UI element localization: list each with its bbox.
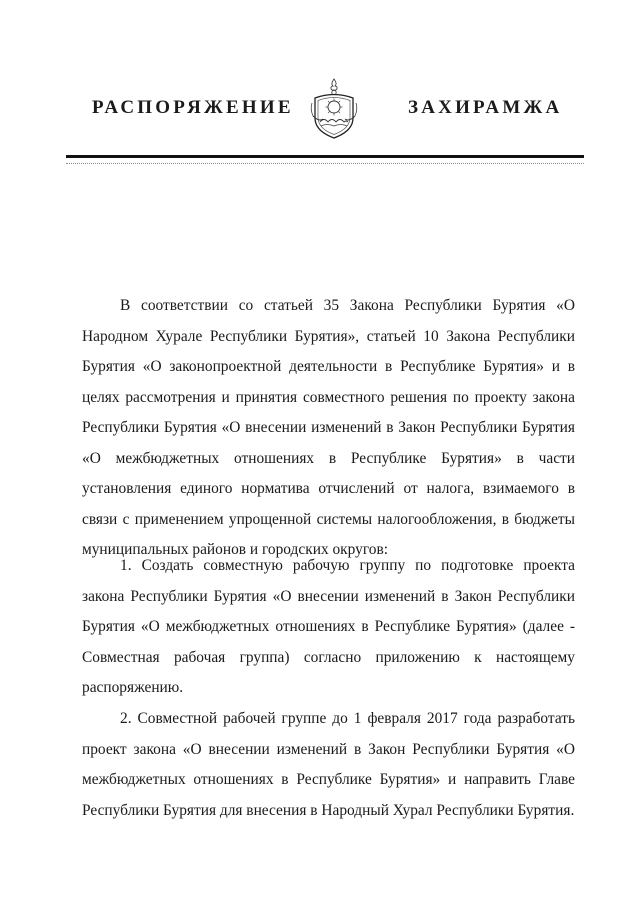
clause-paragraph-2: 2. Совместной рабочей группе до 1 февраля 2017 года разработать проект закона «О внесении изменений в Закон Республики Бурятия «О межбюджетных отношениях в Республике Бурятия» и направить Главе Республики Бурятия для внесения в Народный Хурал Республики Бурятия. — [82, 710, 575, 819]
header-divider-dotted — [66, 163, 584, 164]
clause-paragraph-1: 1. Создать совместную рабочую группу по подготовке проекта закона Республики Бурятия «О внесении изменений в Закон Республики Бурятия «О межбюджетных отношениях в Республике Бурятия» (далее - Совместная рабочая группа) согласно приложению к настоящему распоряжению. — [82, 557, 575, 696]
document-type-title-russian: РАСПОРЯЖЕНИЕ — [92, 97, 294, 118]
header-divider-thick — [66, 155, 584, 158]
document-type-title-buryat: ЗАХИРАМЖА — [408, 97, 563, 118]
coat-of-arms-icon — [309, 78, 359, 140]
preamble-paragraph: В соответствии со статьей 35 Закона Республики Бурятия «О Народном Хурале Республики Бурятия», статьей 10 Закона Республики Бурятия «О законопроектной деятельности в Республике Бурятия» и в целях рассмотрения и принятия совместного решения по проекту закона Республики Бурятия «О внесении изменений в Закон Республики Бурятия «О межбюджетных отношениях в Республике Бурятия» в части установления единого норматива отчислений от налога, взимаемого в связи с применением упрощенной системы налогообложения, в бюджеты муниципальных районов и городских округов: — [82, 297, 575, 558]
